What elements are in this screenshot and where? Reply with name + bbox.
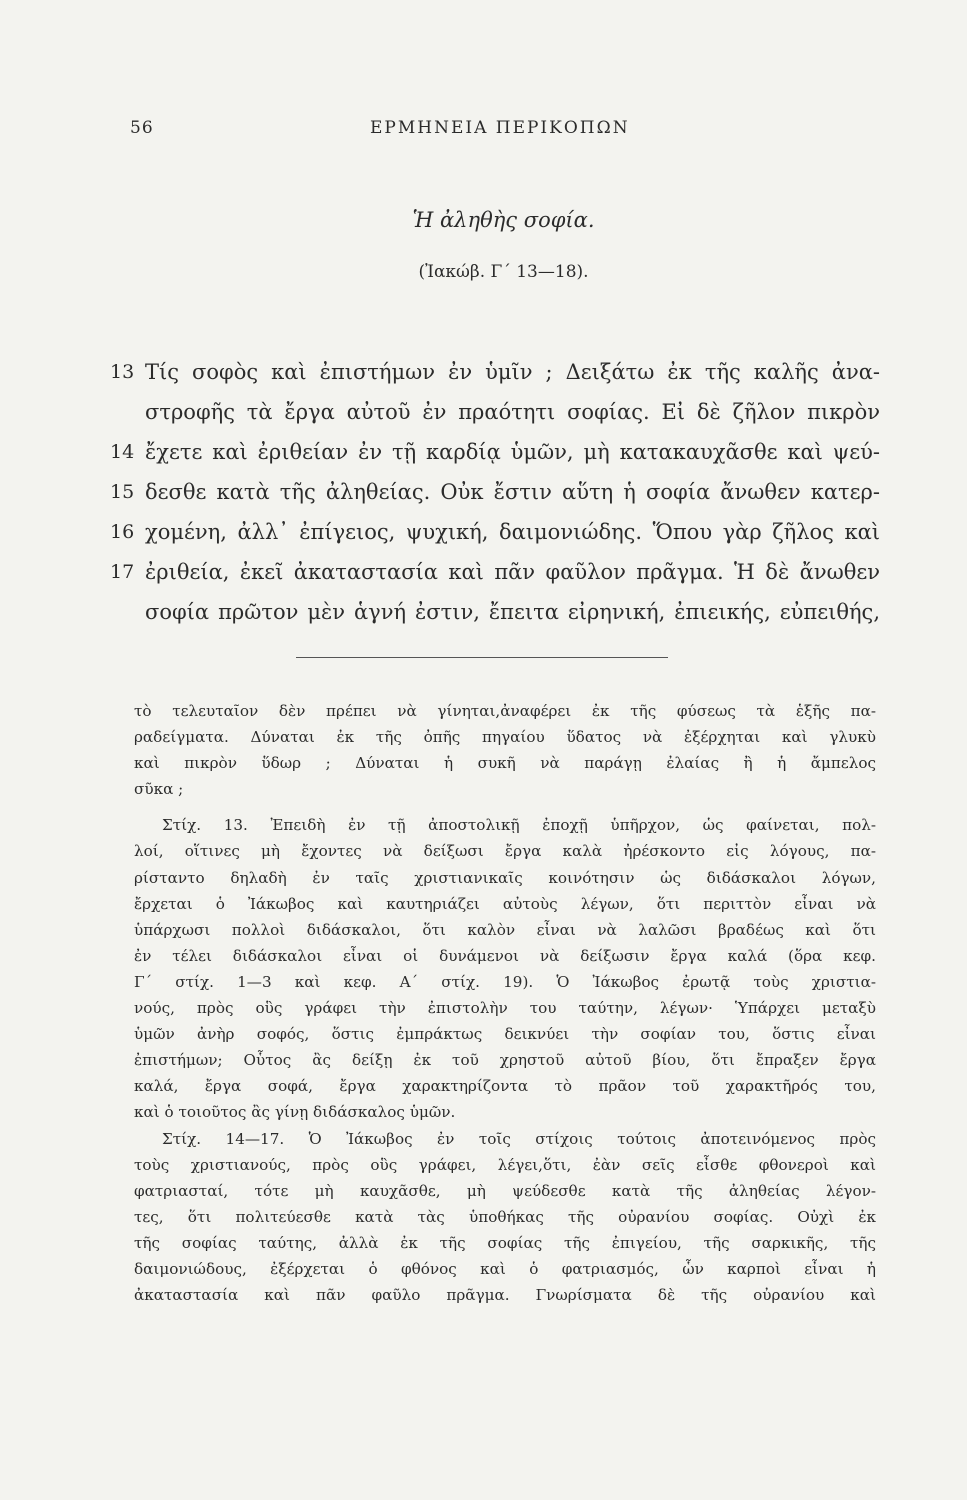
note-line: ἔρχεται ὁ Ἰάκωβος καὶ καυτηριάζει αὐτοὺς λέγων, ὅτι περιττὸν εἶναι νὰ [134,894,876,913]
scripture-line-text: ἔχετε καὶ ἐριθείαν ἐν τῇ καρδίᾳ ὑμῶν, μὴ κατακαυχᾶσθε καὶ ψεύ- [145,440,880,464]
scripture-line-text: στροφῆς τὰ ἔργα αὐτοῦ ἐν πραότητι σοφίας. Εἰ δὲ ζῆλον πικρὸν [145,400,880,424]
note-line: ἀκαταστασία καὶ πᾶν φαῦλο πρᾶγμα. Γνωρίσματα δὲ τῆς οὐρανίου καὶ [134,1286,876,1305]
section-reference: (Ἰακώβ. Γ΄ 13—18). [418,262,589,282]
commentary-notes [134,698,876,1308]
verse-number: 14 [110,441,135,463]
page-header [0,118,967,144]
note-line: λοί, οἵτινες μὴ ἔχοντες νὰ δείξωσι ἔργα καλὰ ἠρέσκοντο εἰς λόγους, πα- [134,842,876,861]
note-line: νούς, πρὸς οὓς γράφει τὴν ἐπιστολὴν του ταύτην, λέγων· Ὑπάρχει μεταξὺ [134,999,876,1018]
note-line: σῦκα ; [134,780,184,799]
page-number: 56 [130,118,154,138]
note-line: τὸ τελευταῖον δὲν πρέπει νὰ γίνηται,ἀναφέρει ἐκ τῆς φύσεως τὰ ἑξῆς πα- [134,702,876,720]
note-line: Στίχ. 13. Ἐπειδὴ ἐν τῇ ἀποστολικῇ ἐποχῇ ὑπῆρχον, ὡς φαίνεται, πολ- [162,816,876,835]
note-line: ὑπάρχωσι πολλοὶ διδάσκαλοι, ὅτι καλὸν εἶναι νὰ λαλῶσι βραδέως καὶ ὅτι [134,920,876,939]
scripture-line [110,392,880,432]
note-line: δαιμονιώδους, ἐξέρχεται ὁ φθόνος καὶ ὁ φατριασμός, ὧν καρποὶ εἶναι ἡ [134,1259,876,1278]
verse-number: 13 [110,361,135,383]
note-line: καὶ ὁ τοιοῦτος ἂς γίνῃ διδάσκαλος ὑμῶν. [134,1103,456,1122]
note-line: ἐπιστήμων; Οὗτος ἂς δείξῃ ἐκ τοῦ χρηστοῦ αὐτοῦ βίου, ὅτι ἔπραξεν ἔργα [134,1051,876,1070]
note-line: καλά, ἔργα σοφά, ἔργα χαρακτηρίζοντα τὸ πρᾶον τοῦ χαρακτῆρός του, [134,1077,876,1096]
scripture-line-text: χομένη, ἀλλ᾽ ἐπίγειος, ψυχική, δαιμονιώδης. Ὅπου γὰρ ζῆλος καὶ [145,520,880,544]
scripture-text [110,352,880,632]
note-line: ὑμῶν ἀνὴρ σοφός, ὅστις ἐμπράκτως δεικνύει τὴν σοφίαν του, ὅστις εἶναι [134,1025,876,1044]
section-title: Ἡ ἀληθὴς σοφία. [412,208,595,232]
scripture-line-text: ἐριθεία, ἐκεῖ ἀκαταστασία καὶ πᾶν φαῦλον πρᾶγμα. Ἡ δὲ ἄνωθεν [145,560,880,584]
footnote-divider [296,657,668,658]
note-line: τοὺς χριστιανούς, πρὸς οὓς γράφει, λέγει,ὅτι, ἐὰν σεῖς εἶσθε φθονεροὶ καὶ [134,1155,876,1174]
note-line: ρίσταντο δηλαδὴ ἐν ταῖς χριστιανικαῖς κοινότησιν ὡς διδάσκαλοι λόγων, [134,868,876,887]
scripture-line [110,512,880,552]
scripture-line [110,552,880,592]
scripture-line-text: σοφία πρῶτον μὲν ἁγνή ἐστιν, ἔπειτα εἰρηνική, ἐπιεικής, εὐπειθής, [145,600,880,624]
verse-number: 15 [110,481,135,503]
note-line: φατριασταί, τότε μὴ καυχᾶσθε, μὴ ψεύδεσθε κατὰ τῆς ἀληθείας λέγον- [134,1181,876,1200]
scripture-line [110,352,880,392]
verse-number: 16 [110,521,135,543]
note-line: Στίχ. 14—17. Ὁ Ἰάκωβος ἐν τοῖς στίχοις τούτοις ἀποτεινόμενος πρὸς [162,1129,876,1148]
scripture-line [110,432,880,472]
scripture-line [110,472,880,512]
note-line: καὶ πικρὸν ὕδωρ ; Δύναται ἡ συκῆ νὰ παράγῃ ἐλαίας ἢ ἡ ἄμπελος [134,754,876,773]
verse-number: 17 [110,561,135,583]
note-line: Γ΄ στίχ. 1—3 καὶ κεφ. Α΄ στίχ. 19). Ὁ Ἰάκωβος ἐρωτᾷ τοὺς χριστια- [134,972,876,991]
note-spacer [134,802,876,812]
scripture-line-text: δεσθε κατὰ τῆς ἀληθείας. Οὐκ ἔστιν αὕτη ἡ σοφία ἄνωθεν κατερ- [145,480,880,504]
note-line: ἐν τέλει διδάσκαλοι εἶναι οἱ δυνάμενοι νὰ δείξωσιν ἔργα καλά (ὅρα κεφ. [134,946,876,965]
running-head: ΕΡΜΗΝΕΙΑ ΠΕΡΙΚΟΠΩΝ [370,118,630,138]
note-line: τῆς σοφίας ταύτης, ἀλλὰ ἐκ τῆς σοφίας τῆς ἐπιγείου, τῆς σαρκικῆς, τῆς [134,1233,876,1252]
scripture-line [110,592,880,632]
note-line: τες, ὅτι πολιτεύεσθε κατὰ τὰς ὑποθήκας τῆς οὐρανίου σοφίας. Οὐχὶ ἐκ [134,1207,876,1226]
note-line: ραδείγματα. Δύναται ἐκ τῆς ὀπῆς πηγαίου ὕδατος νὰ ἐξέρχηται καὶ γλυκὺ [134,728,876,747]
scripture-line-text: Τίς σοφὸς καὶ ἐπιστήμων ἐν ὑμῖν ; Δειξάτω ἐκ τῆς καλῆς ἀνα- [145,360,880,384]
